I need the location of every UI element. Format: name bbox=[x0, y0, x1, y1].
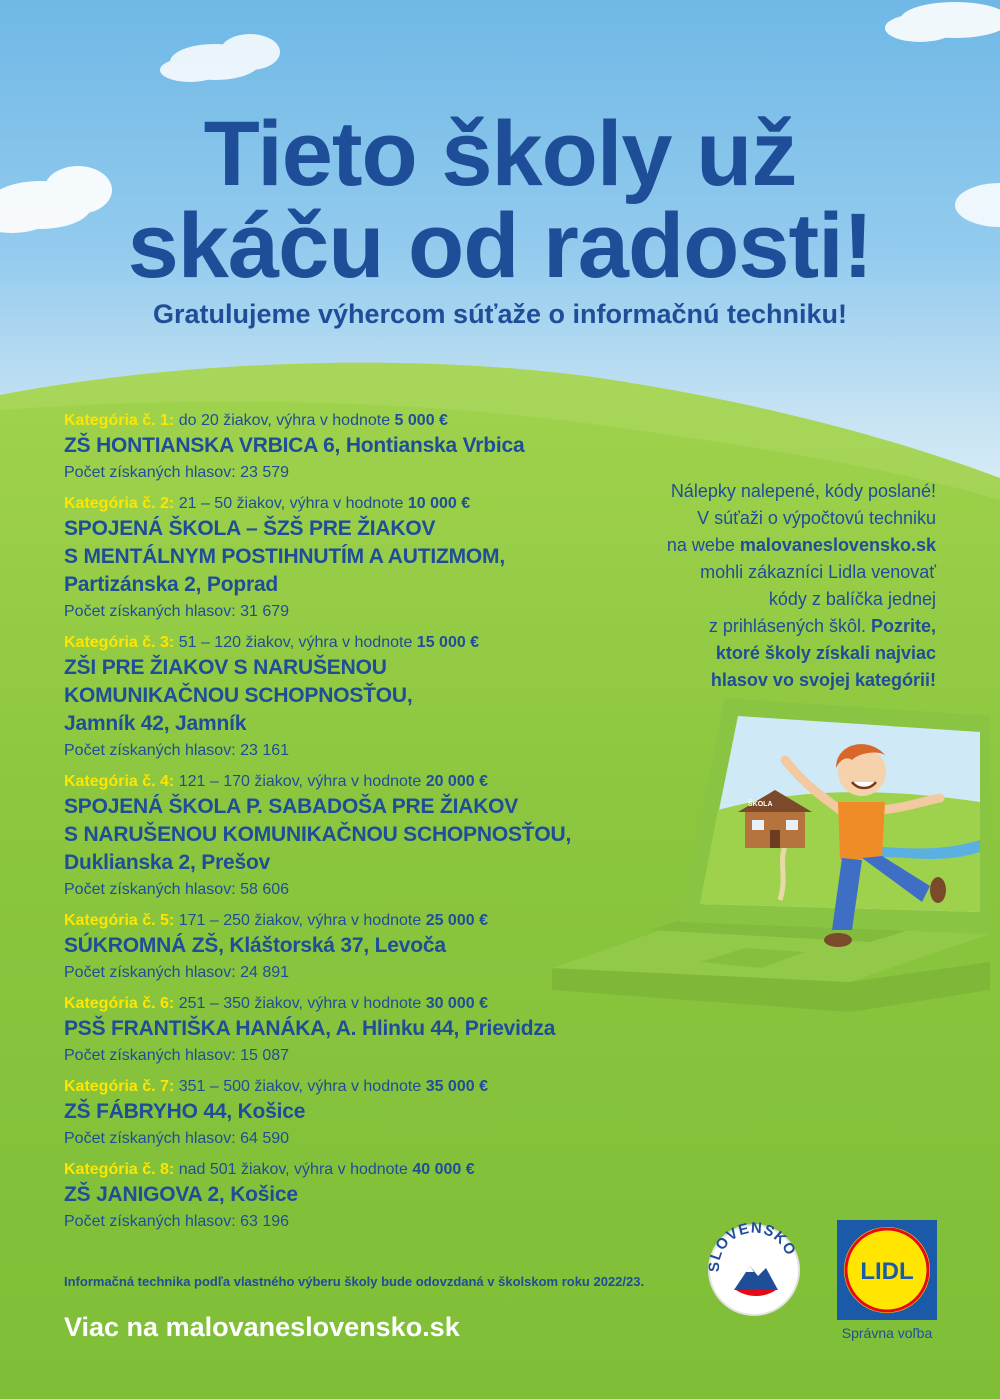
category-range: 51 – 120 žiakov, výhra v hodnote bbox=[174, 634, 417, 651]
info-line-bold: Pozrite, bbox=[870, 616, 936, 636]
more-info-link[interactable]: Viac na malovaneslovensko.sk bbox=[64, 1312, 460, 1342]
category-header bbox=[64, 1076, 664, 1098]
info-line-bold: hlasov vo svojej kategórii! bbox=[710, 670, 936, 690]
vote-count: Počet získaných hlasov: 23 161 bbox=[64, 742, 290, 759]
category-header bbox=[64, 410, 664, 432]
vote-count: Počet získaných hlasov: 23 579 bbox=[64, 464, 290, 481]
category-range: do 20 žiakov, výhra v hodnote bbox=[174, 412, 395, 429]
category-range: 251 – 350 žiakov, výhra v hodnote bbox=[174, 995, 426, 1012]
subtitle: Gratulujeme výhercom súťaže o informačnú techniku! bbox=[152, 299, 848, 329]
category-label: Kategória č. 2: bbox=[64, 495, 175, 512]
school-name-line: Jamník 42, Jamník bbox=[64, 712, 247, 735]
school-name-line: Partizánska 2, Poprad bbox=[64, 573, 279, 596]
info-line-text: na webe bbox=[666, 535, 740, 555]
category-label: Kategória č. 4: bbox=[64, 773, 175, 790]
lidl-logo-text: LIDL bbox=[860, 1258, 914, 1285]
laptop-illustration bbox=[540, 690, 990, 1020]
info-line: Nálepky nalepené, kódy poslané! bbox=[670, 481, 936, 501]
info-website-link[interactable]: malovaneslovensko.sk bbox=[739, 535, 936, 555]
lidl-logo-mark bbox=[837, 1220, 937, 1320]
school-name bbox=[64, 1098, 664, 1126]
headline-line-1: Tieto školy už bbox=[203, 103, 797, 205]
school-name-line: ZŠ HONTIANSKA VRBICA 6, Hontianska Vrbica bbox=[64, 434, 525, 457]
info-line bbox=[560, 640, 936, 667]
school-name-line: S NARUŠENOU KOMUNIKAČNOU SCHOPNOSŤOU, bbox=[64, 823, 572, 846]
category-1 bbox=[64, 410, 664, 486]
school-name-line: ZŠ FÁBRYHO 44, Košice bbox=[64, 1100, 306, 1123]
category-range: 121 – 170 žiakov, výhra v hodnote bbox=[174, 773, 426, 790]
headline-line-2: skáču od radosti! bbox=[127, 195, 873, 297]
lidl-logo bbox=[837, 1220, 937, 1320]
vote-count: Počet získaných hlasov: 24 891 bbox=[64, 964, 290, 981]
cloud-top-right bbox=[885, 2, 1000, 42]
category-range: nad 501 žiakov, výhra v hodnote bbox=[174, 1161, 413, 1178]
vote-count: Počet získaných hlasov: 64 590 bbox=[64, 1130, 290, 1147]
category-label: Kategória č. 6: bbox=[64, 995, 175, 1012]
category-amount: 35 000 € bbox=[425, 1078, 488, 1095]
category-label: Kategória č. 8: bbox=[64, 1161, 175, 1178]
school-name-line: KOMUNIKAČNOU SCHOPNOSŤOU, bbox=[64, 684, 413, 707]
school-name-line: SÚKROMNÁ ZŠ, Kláštorská 37, Levoča bbox=[64, 934, 446, 957]
category-amount: 20 000 € bbox=[425, 773, 488, 790]
info-line bbox=[560, 613, 936, 640]
school-name-line: SPOJENÁ ŠKOLA P. SABADOŠA PRE ŽIAKOV bbox=[64, 795, 519, 818]
footnote: Informačná technika podľa vlastného výberu školy bude odovzdaná v školskom roku 2022/23. bbox=[64, 1274, 645, 1289]
seal-text: SLOVENSKO bbox=[706, 1222, 800, 1273]
vote-count: Počet získaných hlasov: 15 087 bbox=[64, 1047, 290, 1064]
lidl-tagline: Správna voľba bbox=[841, 1325, 933, 1341]
cloud-top-left bbox=[160, 34, 280, 82]
slovensko-seal-logo bbox=[706, 1222, 802, 1318]
school-name-line: Duklianska 2, Prešov bbox=[64, 851, 271, 874]
info-line: kódy z balíčka jednej bbox=[768, 589, 936, 609]
category-range: 171 – 250 žiakov, výhra v hodnote bbox=[174, 912, 426, 929]
school-name-line: S MENTÁLNYM POSTIHNUTÍM A AUTIZMOM, bbox=[64, 545, 505, 568]
school-name-line: ZŠ JANIGOVA 2, Košice bbox=[64, 1183, 298, 1206]
school-name bbox=[64, 1181, 664, 1209]
category-amount: 10 000 € bbox=[407, 495, 471, 512]
school-name-line: ZŠI PRE ŽIAKOV S NARUŠENOU bbox=[64, 656, 387, 679]
category-7 bbox=[64, 1076, 664, 1152]
category-amount: 15 000 € bbox=[416, 634, 480, 651]
category-label: Kategória č. 5: bbox=[64, 912, 175, 929]
info-line-bold: ktoré školy získali najviac bbox=[715, 643, 936, 663]
category-label: Kategória č. 3: bbox=[64, 634, 175, 651]
info-line: V súťaži o výpočtovú techniku bbox=[697, 508, 936, 528]
category-amount: 5 000 € bbox=[394, 412, 448, 429]
school-name-line: PSŠ FRANTIŠKA HANÁKA, A. Hlinku 44, Prievidza bbox=[64, 1017, 556, 1040]
vote-count: Počet získaných hlasov: 58 606 bbox=[64, 881, 290, 898]
school-name-line: SPOJENÁ ŠKOLA – ŠZŠ PRE ŽIAKOV bbox=[64, 517, 436, 540]
school-name bbox=[64, 432, 664, 460]
category-amount: 40 000 € bbox=[412, 1161, 475, 1178]
vote-count: Počet získaných hlasov: 31 679 bbox=[64, 603, 290, 620]
category-range: 21 – 50 žiakov, výhra v hodnote bbox=[174, 495, 408, 512]
category-amount: 30 000 € bbox=[425, 995, 488, 1012]
school-sign: ŠKOLA bbox=[748, 801, 773, 808]
category-8 bbox=[64, 1159, 664, 1235]
info-line bbox=[560, 532, 936, 559]
category-label: Kategória č. 1: bbox=[64, 412, 175, 429]
category-range: 351 – 500 žiakov, výhra v hodnote bbox=[174, 1078, 426, 1095]
info-line: mohli zákazníci Lidla venovať bbox=[700, 562, 936, 582]
vote-count: Počet získaných hlasov: 63 196 bbox=[64, 1213, 290, 1230]
category-label: Kategória č. 7: bbox=[64, 1078, 175, 1095]
info-text bbox=[560, 478, 936, 694]
category-amount: 25 000 € bbox=[425, 912, 488, 929]
info-line-text: z prihlásených škôl. bbox=[708, 616, 871, 636]
category-header bbox=[64, 1159, 664, 1181]
